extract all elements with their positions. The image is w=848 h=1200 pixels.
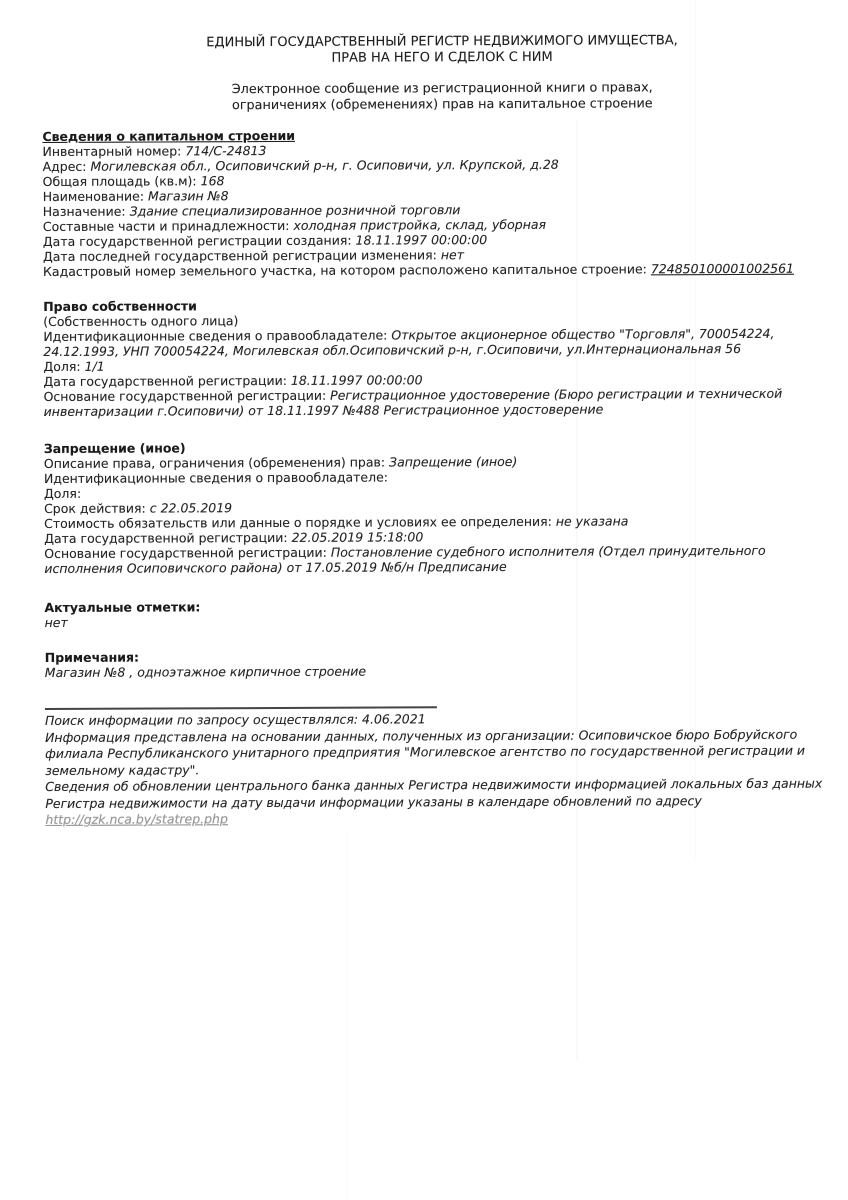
field-rightholder-info [43,326,843,359]
field-label: Основание государственной регистрации: [44,544,331,561]
field-label: Инвентарный номер: [42,143,186,159]
field-registration-basis [44,543,844,576]
field-value: 1/1 [84,358,105,374]
update-calendar-info: Сведения об обновлении центрального банка данных Регистра недвижимости информацией локальных баз данных Регистра недвижимости на дату выдачи информации указаны в календаре обновлений по адресу [45,775,823,811]
section-heading-restriction: Запрещение (иное) [43,440,186,456]
field-value: Регистрационное удостоверение (Бюро регистрации и технической инвентаризации г.Осиповичи) от 18.11.1997 №488 Регистрационное удостоверение [43,385,783,419]
field-value: 714/С-24813 [185,143,267,159]
field-value: 18.11.1997 00:00:00 [355,232,488,248]
field-label: Описание права, ограничения (обременения) прав: [43,454,390,471]
field-label: Идентификационные сведения о правообладателе: [43,327,392,344]
notes-value: Магазин №8 , одноэтажное кирпичное строение [44,663,367,680]
field-label: Адрес: [42,158,91,174]
field-label: Основание государственной регистрации: [43,387,331,404]
building-info-section [42,126,843,279]
field-value: 18.11.1997 00:00:00 [290,372,423,388]
marks-value: нет [44,614,68,630]
statrep-link[interactable]: http://gzk.nca.by/statrep.php [45,811,228,827]
current-marks-section [44,597,844,630]
field-label: Дата государственной регистрации: [44,529,292,546]
field-label: Дата государственной регистрации создания: [42,232,356,249]
footer-divider [45,706,437,710]
field-label: Дата последней государственной регистрации изменения: [42,247,441,264]
scan-artifact-streak [346,830,347,1200]
subtitle-line1: Электронное сообщение из регистрационной книги о правах, [231,80,653,98]
field-value-cadastral-number: 724850100001002561 [650,260,795,277]
field-cadastral-number [43,261,843,279]
search-date-line: Поиск информации по запросу осуществлялся: 4.06.2021 [44,711,426,728]
section-heading-marks: Актуальные отметки: [44,599,201,615]
field-value: 22.05.2019 15:18:00 [291,529,424,545]
field-label: Дата государственной регистрации: [43,372,291,389]
registry-title-line2: ПРАВ НА НЕГО И СДЕЛОК С НИМ [331,49,553,66]
registry-title [42,33,842,68]
field-label: Идентификационные сведения о правообладателе: [43,469,389,486]
field-label: Кадастровый номер земельного участка, на котором расположено капитальное строение: [42,261,651,279]
field-value: Открытое акционерное общество "Торговля", 700054224, 24.12.1993, УНП 700054224, Могилевская обл.Осиповичский р-н, г.Осиповичи, ул.Интернациональная 56 [43,325,775,359]
field-value: Постановление судебного исполнителя (Отдел принудительного исполнения Осиповичского района) от 17.05.2019 №б/н Предписание [44,542,766,576]
document-content [42,33,845,829]
field-value: не указана [555,513,629,529]
field-label: Наименование: [42,188,149,204]
ownership-type: (Собственность одного лица) [43,313,239,329]
field-value: Магазин №8 [147,188,229,204]
field-label: Общая площадь (кв.м): [42,173,201,189]
field-label: Назначение: [42,203,130,219]
subtitle-line2: ограничениях (обременениях) прав на капитальное строение [231,96,653,114]
field-value: с 22.05.2019 [149,500,233,516]
section-heading-building: Сведения о капитальном строении [42,127,295,144]
field-value: нет [440,247,465,263]
ownership-section [43,296,844,419]
restriction-section [44,438,845,576]
notes-section [45,647,845,680]
section-heading-notes: Примечания: [44,649,140,665]
field-value: Запрещение (иное) [389,453,518,470]
field-registration-basis [44,386,844,419]
registry-title-line1: ЕДИНЫЙ ГОСУДАРСТВЕННЫЙ РЕГИСТР НЕДВИЖИМОГО ИМУЩЕСТВА, [206,33,678,51]
field-value: Здание специализированное розничной торговли [129,202,461,219]
field-label: Составные части и принадлежности: [42,217,294,234]
field-label: Доля: [43,485,82,501]
field-value: Могилевская обл., Осиповичский р-н, г. Осиповичи, ул. Крупской, д.28 [90,156,559,174]
document-subtitle [42,80,842,115]
field-value: 168 [200,173,225,189]
field-label: Срок действия: [44,500,150,516]
source-organization-info: Информация представлена на основании данных, полученных из организации: Осиповичское бюро Бобруйского филиала Республиканского унитарного предприятия "Могилевское агентство по государственной регистрации и земельному кадастру". [45,726,806,778]
field-label: Стоимость обязательств или данные о порядке и условиях ее определения: [44,513,556,531]
section-heading-ownership: Право собственности [43,298,197,314]
field-label: Доля: [43,358,85,374]
document-footer [45,705,846,829]
field-value: холодная пристройка, склад, уборная [293,216,547,233]
